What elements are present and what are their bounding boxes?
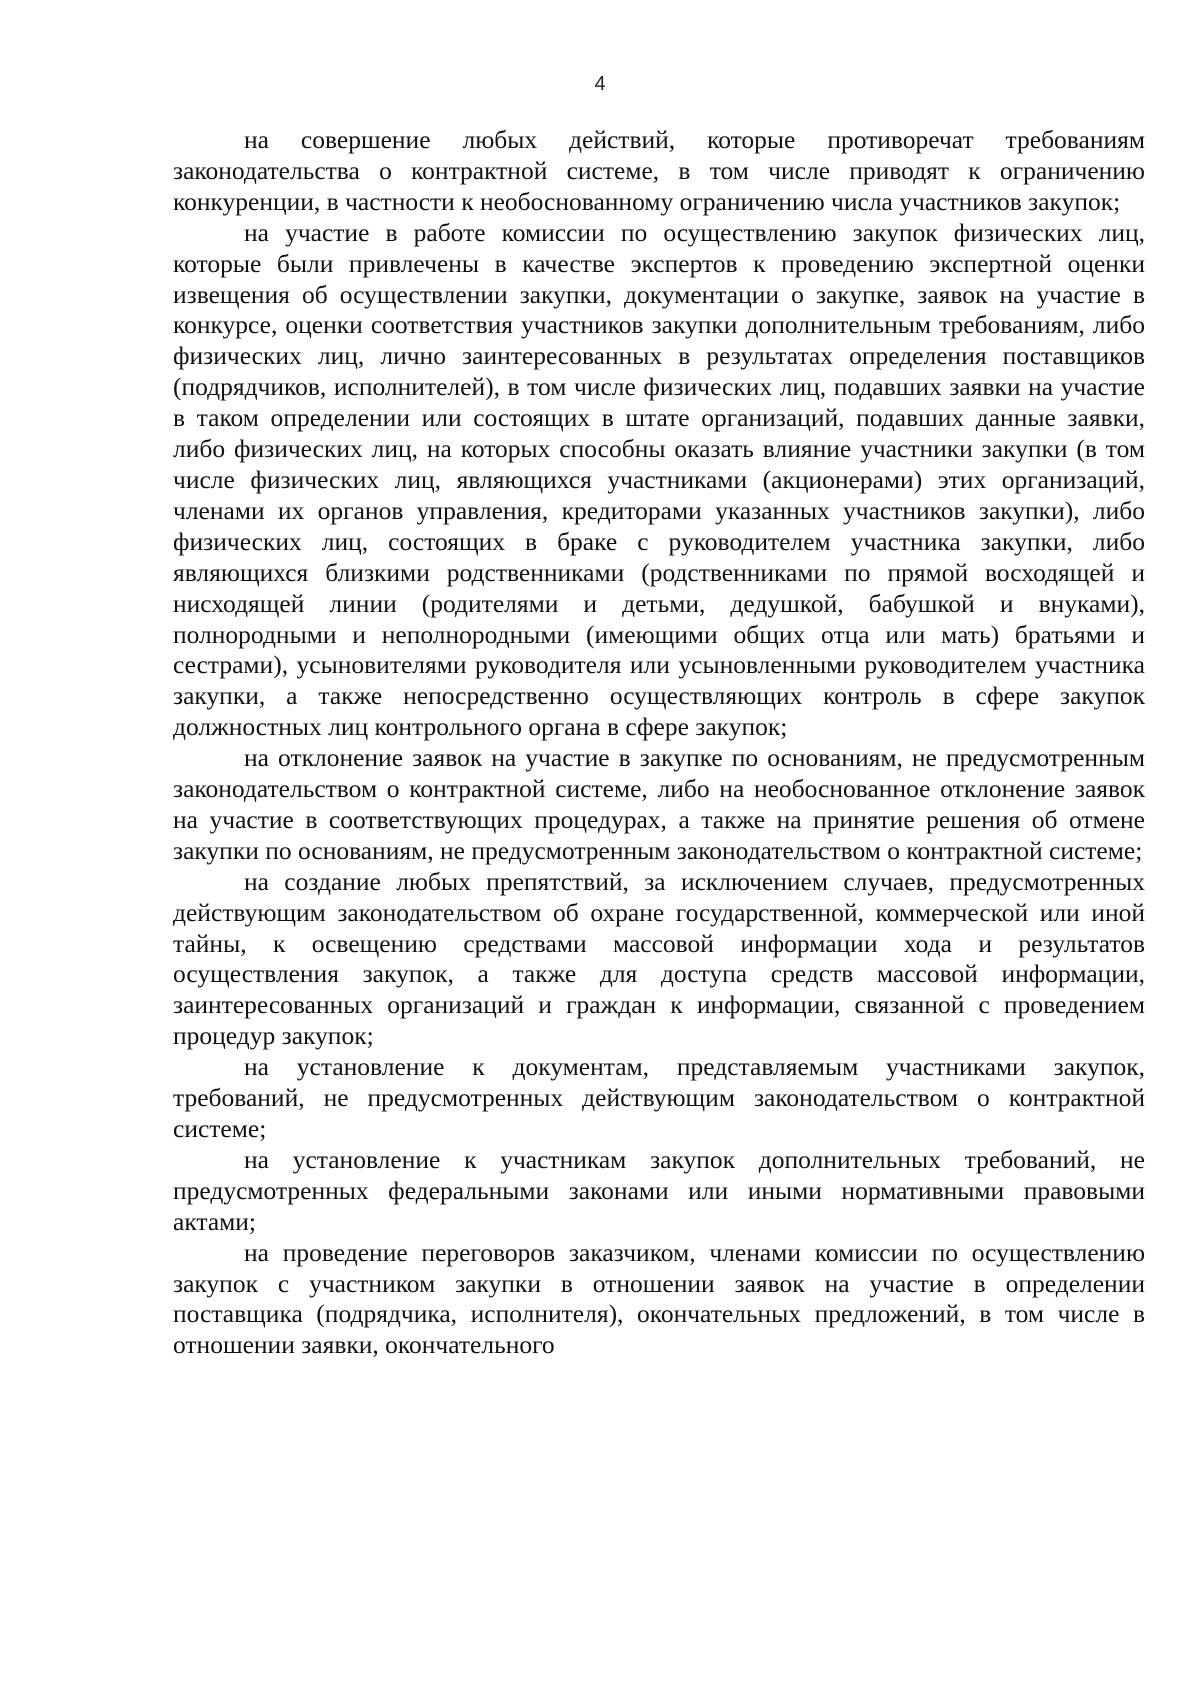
paragraph-3: на отклонение заявок на участие в закупке по основаниям, не предусмотренным законодательством о контрактной системе, либо на необоснованное отклонение заявок на участие в соответствующих процедурах, а также на принятие решения об отмене закупки по основаниям, не предусмотренным законодательством о контрактной системе; (173, 743, 1145, 865)
paragraph-2: на участие в работе комиссии по осуществлению закупок физических лиц, которые были привлечены в качестве экспертов к проведению экспертной оценки извещения об осуществлении закупки, документации о закупке, заявок на участие в конкурсе, оценки соответствия участников закупки дополнительным требованиям, либо физических лиц, лично заинтересованных в результатах определения поставщиков (подрядчиков, исполнителей), в том числе физических лиц, подавших заявки на участие в таком определении или состоящих в штате организаций, подавших данные заявки, либо физических лиц, на которых способны оказать влияние участники закупки (в том числе физических лиц, являющихся участниками (акционерами) этих организаций, членами их органов управления, кредиторами указанных участников закупки), либо физических лиц, состоящих в браке с руководителем участника закупки, либо являющихся близкими родственниками (родственниками по прямой восходящей и нисходящей линии (родителями и детьми, дедушкой, бабушкой и внуками), полнородными и неполнородными (имеющими общих отца или мать) братьями и сестрами), усыновителями руководителя или усыновленными руководителем участника закупки, а также непосредственно осуществляющих контроль в сфере закупок должностных лиц контрольного органа в сфере закупок; (173, 217, 1145, 742)
document-body (173, 125, 1145, 1361)
paragraph-7: на проведение переговоров заказчиком, членами комиссии по осуществлению закупок с участником закупки в отношении заявок на участие в определении поставщика (подрядчика, исполнителя), окончательных предложений, в том числе в отношении заявки, окончательного (173, 1237, 1145, 1360)
paragraph-4: на создание любых препятствий, за исключением случаев, предусмотренных действующим законодательством об охране государственной, коммерческой или иной тайны, к освещению средствами массовой информации хода и результатов осуществления закупок, а также для доступа средств массовой информации, заинтересованных организаций и граждан к информации, связанной с проведением процедур закупок; (173, 866, 1145, 1051)
page-number: 4 (594, 73, 606, 95)
paragraph-1: на совершение любых действий, которые противоречат требованиям законодательства о контрактной системе, в том числе приводят к ограничению конкуренции, в частности к необоснованному ограничению числа участников закупок; (173, 125, 1145, 216)
paragraph-5: на установление к документам, представляемым участниками закупок, требований, не предусмотренных действующим законодательством о контрактной системе; (173, 1052, 1145, 1143)
paragraph-6: на установление к участникам закупок дополнительных требований, не предусмотренных федеральными законами или иными нормативными правовыми актами; (173, 1144, 1145, 1236)
